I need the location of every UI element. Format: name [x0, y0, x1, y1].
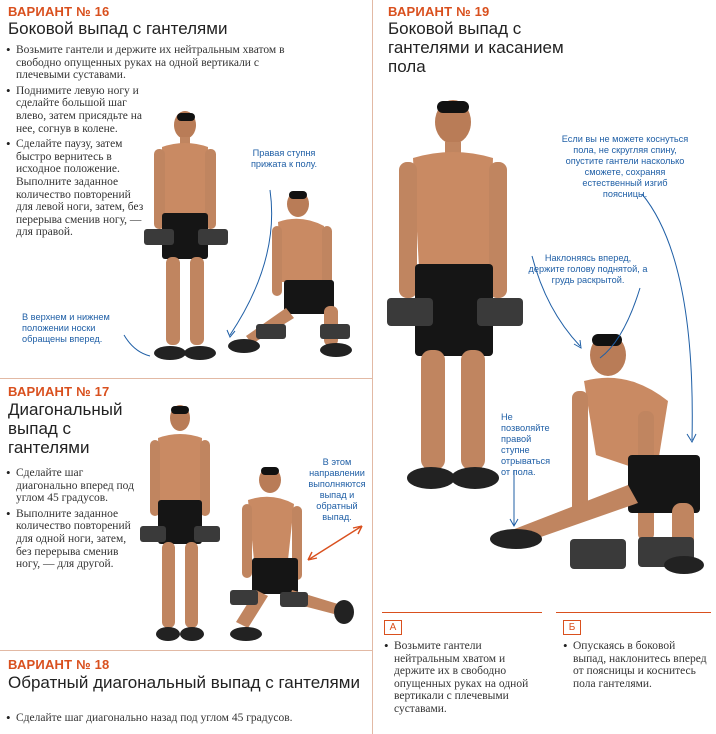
variant-16-step: • Возьмите гантели и держите их нейтральным хватом в свободно опущенных руках на одной вертикали с плечевыми суставами.	[6, 44, 306, 82]
column-divider	[372, 0, 373, 734]
variant-19-subtitle: Боковой выпад с гантелями и касанием пола	[388, 19, 564, 76]
variant-17-step: • Выполните заданное количество повторений для одной ноги, затем, без перерыва сменив ногу, — для другой.	[6, 508, 134, 571]
variant-16-note-foot: Правая ступня прижата к полу.	[250, 148, 318, 169]
variant-18-step: • Сделайте шаг диагонально назад под углом 45 градусов.	[6, 712, 368, 725]
step-a-rule	[382, 612, 542, 613]
variant-18-subtitle: Обратный диагональный выпад с гантелями	[8, 673, 360, 692]
section-divider-16-17	[0, 378, 372, 379]
variant-19-note-head: Наклоняясь вперед, держите голову поднятой, а грудь раскрытой.	[528, 253, 648, 285]
step-b-badge: Б	[563, 620, 581, 635]
variant-18-title: ВАРИАНТ № 18	[8, 657, 110, 672]
variant-19-title: ВАРИАНТ № 19	[388, 4, 490, 19]
variant-19-note-foot: Не позволяйте правой ступне отрываться от пола.	[501, 412, 551, 477]
variant-16-arrows	[110, 170, 290, 370]
section-divider-17-18	[0, 650, 372, 651]
step-a-text	[384, 640, 544, 719]
variant-16-step: • Сделайте паузу, затем быстро вернитесь в исходное положение. Выполните заданное количество повторений для левой ноги, затем, без перерыва сменив ногу, — для правой.	[6, 138, 146, 239]
variant-19-note-back: Если вы не можете коснуться пола, не скругляя спину, опустите гантели насколько сможете, сохраняя естественный изгиб поясницы.	[561, 134, 689, 199]
variant-17-step: • Сделайте шаг диагонально вперед под углом 45 градусов.	[6, 467, 134, 505]
variant-17-direction-arrow	[300, 518, 370, 568]
variant-16-title: ВАРИАНТ № 16	[8, 4, 110, 19]
figure-standing-17	[140, 402, 220, 646]
step-b-rule	[556, 612, 711, 613]
step-b-text	[563, 640, 711, 693]
variant-16-note-toes: В верхнем и нижнем положении носки обращены вперед.	[22, 312, 110, 344]
variant-17-steps	[6, 467, 134, 574]
variant-17-title: ВАРИАНТ № 17	[8, 384, 110, 399]
step-a-badge: А	[384, 620, 402, 635]
variant-18-steps	[6, 712, 368, 728]
variant-19-arrows	[500, 190, 710, 535]
variant-17-subtitle: Диагональный выпад с гантелями	[8, 400, 123, 457]
variant-16-step: • Поднимите левую ногу и сделайте большой шаг влево, затем присядьте на нее, согнув в колене.	[6, 85, 156, 135]
variant-16-subtitle: Боковой выпад с гантелями	[8, 19, 228, 38]
step-b-step: • Опускаясь в боковой выпад, наклонитесь вперед от поясницы и коснитесь пола гантелями.	[563, 640, 711, 690]
step-a-step: • Возьмите гантели нейтральным хватом и держите их в свободно опущенных руках на одной вертикали с плечевыми суставами.	[384, 640, 544, 716]
variant-17-note-direction: В этом направлении выполняются выпад и обратный выпад.	[308, 457, 366, 522]
